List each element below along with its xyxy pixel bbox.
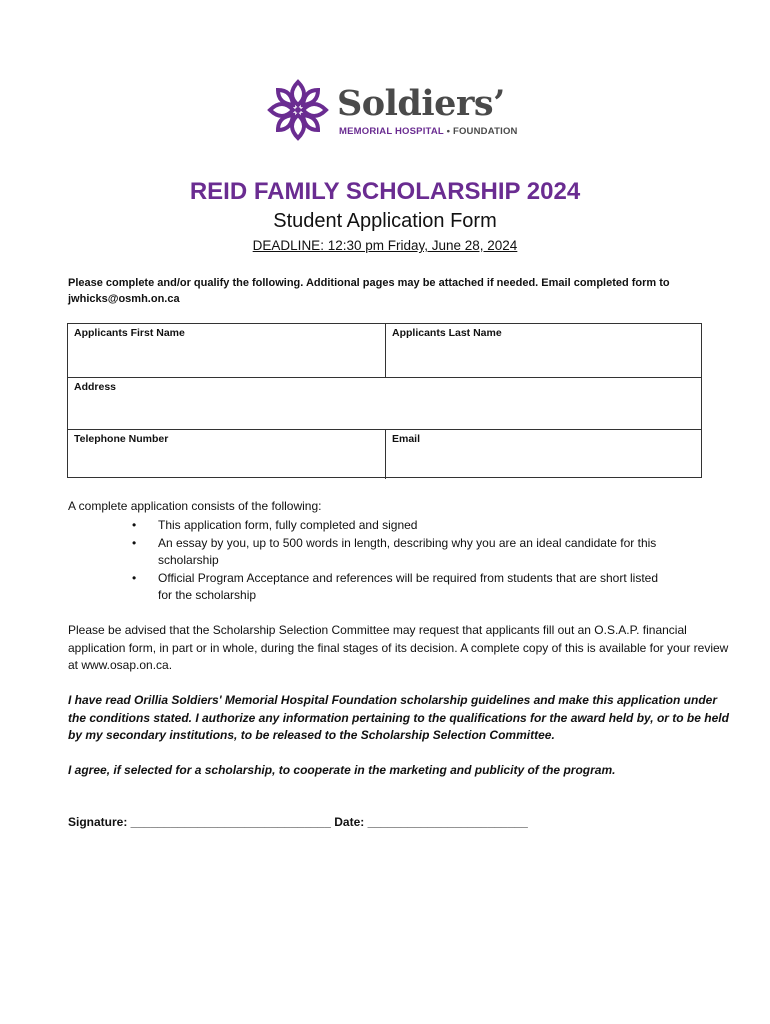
logo-wordmark: Soldiers’ [337, 83, 505, 124]
flower-emblem-icon [262, 74, 334, 146]
telephone-field[interactable] [68, 430, 385, 478]
deadline-text: DEADLINE: 12:30 pm Friday, June 28, 2024 [252, 238, 518, 253]
signature-label: Signature: ______________________________ [68, 815, 331, 829]
osap-note: Please be advised that the Scholarship Selection Committee may request that applicants fill out an O.S.A.P. financial application form, in part or in whole, during the final stages of its decision. A complete copy of this is available for your review at www.osap.on.ca. [68, 623, 729, 672]
date-label: Date: ________________________ [334, 815, 528, 829]
foundation-logo [262, 74, 518, 146]
bullet-icon: • [132, 518, 137, 532]
address-label: Address [74, 381, 117, 393]
intro-instructions: Please complete and/or qualify the following. Additional pages may be attached if needed. Email completed form to jwhicks@osmh.on.ca [68, 277, 670, 305]
declaration-text: I have read Orillia Soldiers' Memorial Hospital Foundation scholarship guidelines and make this application under the conditions stated. I authorize any information pertaining to the qualifications for the award held by, or to be held by my secondary institutions, to be released to the Scholarship Selection Committee. [68, 693, 729, 742]
requirements-lead: A complete application consists of the following: [68, 499, 322, 513]
logo-subtitle: MEMORIAL HOSPITAL • FOUNDATION [339, 126, 518, 137]
last-name-label: Applicants Last Name [392, 327, 502, 339]
bullet-icon: • [132, 570, 137, 585]
list-item: • This application form, fully completed and signed [140, 517, 700, 535]
applicant-info-table [67, 323, 702, 478]
telephone-label: Telephone Number [74, 433, 169, 445]
email-label: Email [392, 433, 421, 445]
address-field[interactable] [68, 378, 701, 429]
list-item: • Official Program Acceptance and references will be required from students that are short listed for the scholarship [132, 570, 659, 602]
first-name-field[interactable] [68, 324, 385, 377]
email-field[interactable] [386, 430, 702, 478]
first-name-label: Applicants First Name [74, 327, 185, 339]
bullet-icon: • [132, 535, 137, 550]
last-name-field[interactable] [386, 324, 702, 377]
signature-line[interactable] [68, 815, 528, 829]
page-title: REID FAMILY SCHOLARSHIP 2024 [189, 178, 581, 205]
requirements-list [132, 517, 700, 605]
agreement-text: I agree, if selected for a scholarship, to cooperate in the marketing and publicity of the program. [68, 763, 616, 777]
form-subtitle: Student Application Form [273, 210, 497, 232]
list-item: • An essay by you, up to 500 words in length, describing why you are an ideal candidate for this scholarship [132, 535, 657, 567]
